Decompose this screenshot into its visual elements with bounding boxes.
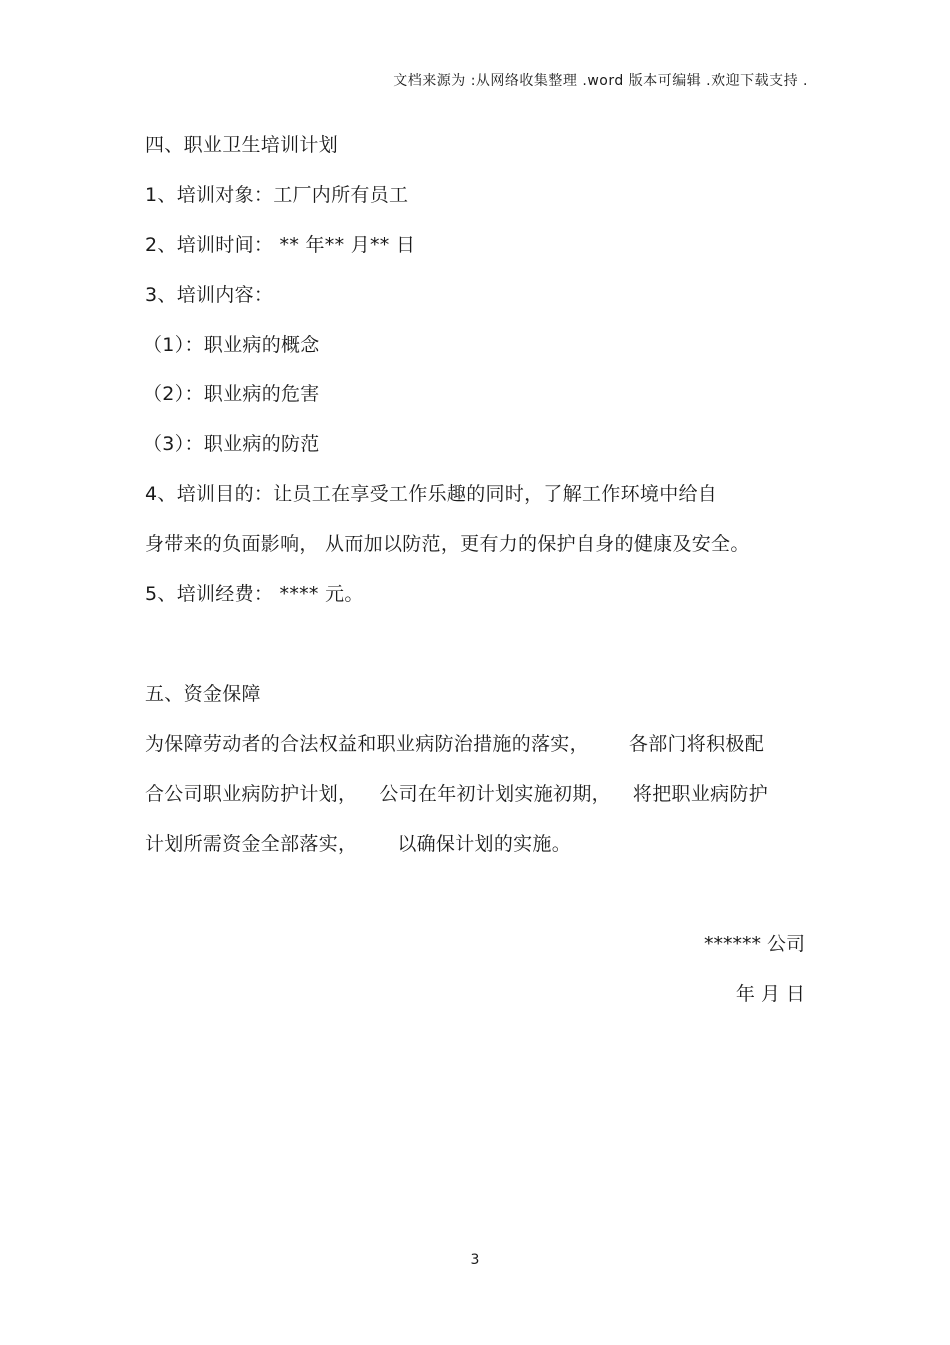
funding-text-segment: 合公司职业病防护计划，	[145, 783, 358, 805]
funding-text-segment: 计划所需资金全部落实，	[145, 833, 358, 855]
funding-text-segment: 各部门将积极配	[628, 733, 765, 755]
funding-text-segment: 公司在年初计划实施初期，	[379, 783, 611, 805]
training-content-label: 3、培训内容：	[145, 284, 274, 306]
training-content-item-3: （3）：职业病的防范	[143, 433, 320, 455]
training-purpose-line-1: 4、培训目的：让员工在享受工作乐趣的同时，了解工作环境中给自	[145, 483, 718, 505]
document-source-note: 文档来源为 :从网络收集整理 .word 版本可编辑 .欢迎下载支持 .	[393, 73, 808, 89]
training-content-item-1: （1）：职业病的概念	[143, 334, 320, 356]
training-purpose-line-2: 身带来的负面影响， 从而加以防范，更有力的保护自身的健康及安全。	[145, 533, 750, 555]
training-time: 2、培训时间： ** 年** 月** 日	[145, 234, 416, 256]
funding-text-segment: 为保障劳动者的合法权益和职业病防治措施的落实，	[145, 733, 589, 755]
funding-text-segment: 将把职业病防护	[632, 783, 769, 805]
signature-company: ****** 公司	[703, 933, 805, 955]
training-target: 1、培训对象：工厂内所有员工	[145, 184, 409, 206]
funding-paragraph-line-3	[145, 829, 571, 856]
section-5-heading: 五、资金保障	[145, 683, 261, 705]
funding-paragraph-line-1	[145, 729, 764, 756]
page-number: 3	[470, 1252, 480, 1268]
signature-date: 年 月 日	[735, 983, 805, 1005]
funding-paragraph-line-2	[145, 779, 768, 806]
section-4-heading: 四、职业卫生培训计划	[145, 134, 339, 156]
training-content-item-2: （2）：职业病的危害	[143, 383, 320, 405]
funding-text-segment: 以确保计划的实施。	[397, 833, 572, 855]
training-budget: 5、培训经费： **** 元。	[145, 583, 364, 605]
